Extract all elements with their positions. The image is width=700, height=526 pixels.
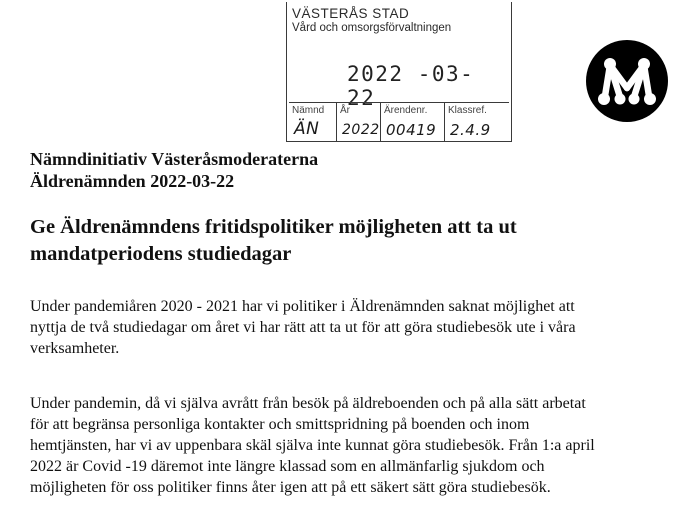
stamp-field-klassref (445, 103, 509, 141)
stamp-field-value: 2.4.9 (450, 121, 491, 139)
stamp-field-arendenr (381, 103, 445, 141)
committee-date: Äldrenämnden 2022-03-22 (30, 171, 235, 191)
stamp-field-value: 2022 (342, 122, 380, 138)
paragraph-line: Under pandemiåren 2020 - 2021 har vi politiker i Äldrenämnden saknat möjlighet att (30, 298, 575, 315)
stamp-field-label: År (340, 105, 350, 116)
stamp-field-label: Ärendenr. (384, 105, 428, 116)
paragraph-line: 2022 är Covid -19 däremot inte längre klassad som en allmänfarlig sjukdom och (30, 458, 545, 475)
moderaterna-logo-icon (586, 40, 668, 122)
registry-stamp (286, 2, 512, 142)
m-logo-glyph (586, 40, 668, 122)
title-line-1: Ge Äldrenämndens fritidspolitiker möjligheten att ta ut (30, 216, 517, 238)
stamp-department: Vård och omsorgsförvaltningen (292, 22, 452, 34)
paragraph-line: möjligheten för oss politiker finns åter igen att på ett säkert sätt göra studiebesök. (30, 479, 551, 496)
paragraph-line: för att begränsa personliga kontakter och smittspridning på boenden och inom (30, 416, 530, 433)
stamp-date: 2022 -03- 22 (347, 62, 475, 110)
paragraph-1 (30, 296, 670, 359)
initiative-name: Nämndinitiativ Västeråsmoderaterna (30, 149, 319, 169)
stamp-field-label: Klassref. (448, 105, 487, 116)
stamp-field-value: 00419 (386, 121, 437, 139)
paragraph-2 (30, 393, 670, 498)
paragraph-line: hemtjänsten, har vi av uppenbara skäl själva inte kunnat göra studiebesök. Från 1:a april (30, 437, 595, 454)
stamp-field-label: Nämnd (292, 105, 325, 116)
stamp-organization: VÄSTERÅS STAD (292, 6, 410, 21)
initiative-header (30, 148, 318, 192)
stamp-field-value: ÄN (294, 119, 320, 139)
stamp-fields (289, 102, 509, 141)
title-line-2: mandatperiodens studiedagar (30, 243, 292, 265)
stamp-field-namnd (289, 103, 337, 141)
paragraph-line: verksamheter. (30, 340, 120, 357)
paragraph-line: nyttja de två studiedagar om året vi har rätt att ta ut för att göra studiebesök ute i våra (30, 319, 576, 336)
document-title (30, 214, 670, 268)
paragraph-line: Under pandemin, då vi själva avrått från besök på äldreboenden och på alla sätt arbetat (30, 395, 586, 412)
stamp-field-ar (337, 103, 381, 141)
